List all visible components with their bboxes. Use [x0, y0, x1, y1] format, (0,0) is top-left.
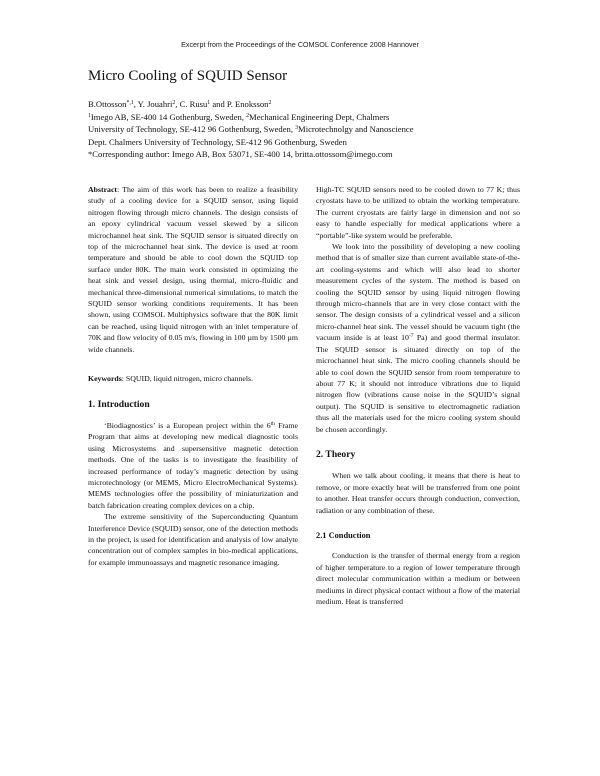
- affiliation-text: Microtechnolgy and Nanoscience: [298, 124, 414, 135]
- paper-title: Micro Cooling of SQUID Sensor: [88, 68, 288, 84]
- running-head: Excerpt from the Proceedings of the COMSOL Conference 2008 Hannover: [181, 40, 419, 49]
- paragraph: When we talk about cooling, it means that there is heat to remove, or more exactly heat will be transferred from one point to another. Heat transfer occurs through conduction, convection, radiation or any combination of these.: [316, 471, 520, 515]
- author-superscript: 2: [268, 100, 272, 106]
- affiliation-text: Mechanical Engineering Dept, Chalmers: [249, 111, 390, 122]
- affiliation-superscript: 1: [88, 112, 91, 119]
- affiliation-superscript: 2: [246, 112, 250, 119]
- author-line: [88, 98, 528, 111]
- paragraph-text: Pa) and good thermal insulator. The SQUID sensor is situated directly on top of the microchannel heat sink. The micro cooling channels should be able to cool down the SQUID sensor from room temperature to about 77 K; it should not introduce vibrations due to liquid nitrogen flow (vibrations cause noise in the SQUID’s signal output). The SQUID is sensitive to electromagnetic radiation thus all the materials used for the micro cooling system should be chosen accordingly.: [316, 333, 521, 434]
- left-column: [88, 184, 298, 568]
- corresponding-author: *Corresponding author: Imego AB, Box 53071, SE-400 14, britta.ottossom@imego.com: [88, 149, 393, 160]
- authors-affiliations: [88, 98, 528, 161]
- abstract-label: Abstract: [88, 185, 118, 194]
- section-heading-theory: 2. Theory: [316, 448, 356, 460]
- paragraph-text: Frame Program that aims at developing new medical diagnostic tools using Microsystems and supersensitive magnetic detection methods. One of the tasks is to investigate the feasibility of increased performance of today’s magnetic detection by using microtechnology (or MEMS, Micro ElectroMechanical Systems). MEMS technologies offer the possibility of miniaturization and batch fabrication creating complex devices on a chip.: [88, 420, 299, 510]
- superscript: -7: [408, 333, 414, 340]
- author-name: and P. Enoksson: [210, 99, 269, 109]
- paragraph-text: We look into the possibility of developing a new cooling method that is of smaller size than current available state-of-the-art cooling-systems and which will also lead to shorter measurement cycles of the system. The method is based on cooling the SQUID sensor by using liquid nitrogen flowing through micro-channels that are in very close contact with the sensor. The design consists of a cylindrical vessel and a silicon micro-channel heat sink. The vessel should be vacuum tight (the vacuum inside is at least 10: [316, 242, 520, 343]
- paragraph: High-TC SQUID sensors need to be cooled down to 77 K; thus cryostats have to be utilized to obtain the working temperature. The current cryostats are fairly large in dimension and not so easy to handle especially for medical applications where a “portable”-like system would be preferable.: [316, 185, 520, 240]
- paragraph: [316, 241, 520, 435]
- abstract: [88, 184, 298, 355]
- author-name: , Y. Jouahri: [133, 99, 173, 109]
- superscript: th: [270, 420, 275, 427]
- author-name: B.Ottosson: [88, 99, 127, 109]
- keywords-text: : SQUID, liquid nitrogen, micro channels.: [121, 374, 254, 384]
- author-name: , C. Rusu: [175, 99, 208, 109]
- paragraph: The extreme sensitivity of the Superconducting Quantum Interference Device (SQUID) sensor, one of the detection methods in the project, is used for identification and analysis of low analyte concentration out of complex samples in bio-medical applications, for example immunoassays and magnetic resonance imaging.: [88, 512, 298, 567]
- paragraph: Conduction is the transfer of thermal energy from a region of higher temperature to a region of lower temperature through direct molecular communication within a medium or between mediums in direct physical contact without a flow of the material medium. Heat is transferred: [316, 551, 520, 606]
- right-column: [316, 184, 520, 607]
- subsection-heading-conduction: 2.1 Conduction: [316, 530, 371, 540]
- paragraph-text: ‘Biodiagnostics’ is a European project within the 6: [104, 420, 271, 430]
- affiliation-line-3: Dept. Chalmers University of Technology, SE-412 96 Gothenburg, Sweden: [88, 136, 347, 147]
- author-superscript: *,1: [126, 100, 134, 106]
- author-superscript: 1: [207, 100, 211, 106]
- affiliation-superscript: 3: [295, 125, 299, 132]
- section-heading-introduction: 1. Introduction: [88, 398, 150, 410]
- affiliation-text: Imego AB, SE-400 14 Gothenburg, Sweden,: [90, 111, 247, 122]
- keywords-label: Keywords: [88, 374, 122, 384]
- affiliation-text: University of Technology, SE-412 96 Gothenburg, Sweden,: [88, 124, 296, 135]
- affiliation-line-2: [88, 123, 528, 136]
- keywords: [88, 373, 298, 384]
- paragraph: [88, 420, 298, 511]
- affiliation-line-1: [88, 111, 528, 124]
- abstract-text: : The aim of this work has been to realize a feasibility study of a cooling device for a SQUID sensor, using liquid nitrogen flowing through micro channels. The design consists of an epoxy cylindrical vacuum vessel skewed by a silicon microchannel heat sink. The SQUID sensor is situated directly on top of the microchannel heat sink. The device is used at room temperature and should be able to cool down the SQUID top surface under 80K. The main work consisted in optimizing the heat sink and vessel design, using thermal, micro-fluidic and mechanical three-dimensional numerical simulations, to match the SQUID sensor working conditions requirements. It has been shown, using COMSOL Multiphysics software that the 80K limit can be reached, using liquid nitrogen with an inlet temperature of 70K and flow velocity of 0.05 m/s, flowing in 100 µm by 1500 µm wide channels.: [88, 185, 298, 354]
- author-superscript: 2: [172, 100, 176, 106]
